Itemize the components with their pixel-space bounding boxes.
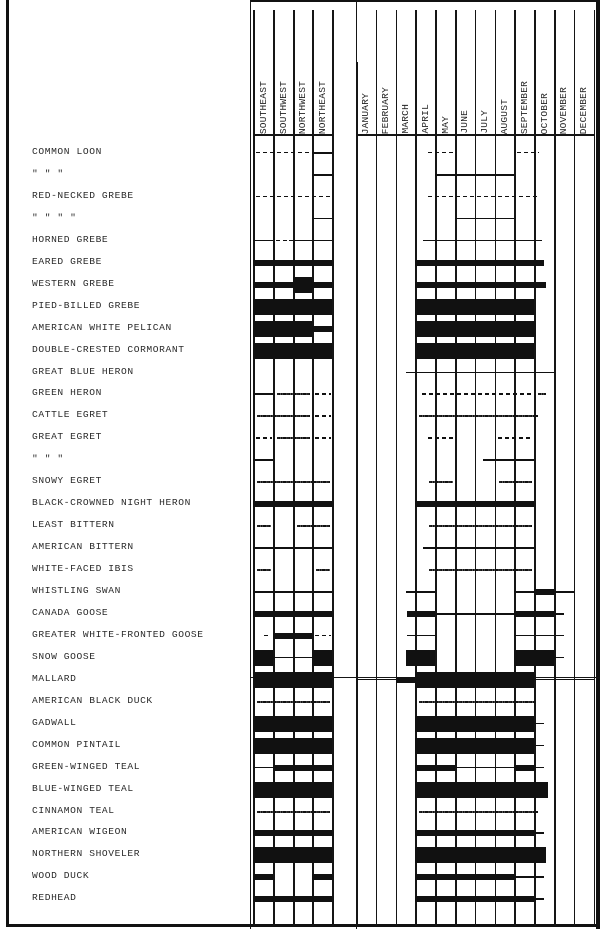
abundant-bar — [415, 847, 546, 863]
abundant-bar — [312, 650, 332, 666]
species-label: GREAT BLUE HERON — [32, 365, 134, 377]
rare-dash — [315, 415, 331, 416]
common-bar — [273, 633, 312, 639]
rare-dash — [256, 196, 331, 197]
common-bar — [415, 896, 534, 902]
abundant-bar — [253, 650, 273, 666]
month-header-label: JUNE — [459, 110, 471, 134]
frame-bottom-border — [6, 924, 600, 927]
common-bar — [407, 611, 435, 617]
region-column-line — [332, 10, 334, 926]
common-bar — [253, 874, 273, 880]
month-header — [435, 10, 455, 134]
abundant-bar — [415, 716, 534, 732]
abundant-bar — [253, 321, 312, 337]
species-label: " " " " — [32, 211, 77, 223]
present-line — [435, 174, 514, 176]
present-line — [514, 635, 564, 637]
present-line — [534, 832, 544, 834]
occasional-dots — [419, 415, 538, 417]
common-bar — [415, 501, 534, 507]
present-line — [406, 372, 555, 374]
month-header-label: JANUARY — [360, 92, 372, 134]
species-label: " " " — [32, 167, 64, 179]
month-header — [495, 10, 515, 134]
month-header-label: MAY — [439, 116, 451, 134]
abundant-bar — [253, 299, 332, 315]
common-bar — [253, 611, 332, 617]
frame-right-border — [596, 0, 600, 929]
species-label: CANADA GOOSE — [32, 606, 109, 618]
species-label: REDHEAD — [32, 892, 77, 904]
species-label: MALLARD — [32, 672, 77, 684]
species-label: NORTHERN SHOVELER — [32, 848, 141, 860]
month-header — [514, 10, 534, 134]
month-header-label: DECEMBER — [578, 86, 590, 134]
species-label: WHITE-FACED IBIS — [32, 563, 134, 575]
rare-dash — [422, 393, 533, 394]
common-bar — [415, 830, 534, 836]
month-header — [455, 10, 475, 134]
present-line — [554, 657, 564, 659]
present-line — [534, 767, 544, 769]
abundant-bar — [253, 738, 332, 754]
month-column-line — [376, 10, 378, 926]
month-header — [415, 10, 435, 134]
abundant-bar — [415, 321, 536, 337]
present-line — [253, 767, 273, 769]
occasional-dots — [257, 569, 271, 571]
month-column-line — [396, 10, 398, 926]
occasional-dots — [297, 525, 330, 527]
present-line — [253, 547, 332, 549]
frame-top-border — [250, 0, 600, 2]
occasional-dots — [257, 525, 271, 527]
common-bar — [253, 896, 332, 902]
abundant-bar — [406, 650, 436, 666]
month-header-label: SEPTEMBER — [518, 80, 530, 134]
species-label: CINNAMON TEAL — [32, 804, 115, 816]
occasional-dots — [499, 481, 533, 483]
species-label: COMMON PINTAIL — [32, 738, 122, 750]
month-header — [376, 10, 396, 134]
present-line — [455, 218, 514, 220]
species-label: EARED GREBE — [32, 255, 102, 267]
species-label: CATTLE EGRET — [32, 409, 109, 421]
species-label: AMERICAN WHITE PELICAN — [32, 321, 172, 333]
rare-dash — [498, 437, 534, 438]
present-line — [455, 767, 514, 769]
region-header — [273, 10, 293, 134]
occasional-dots — [419, 701, 536, 703]
present-line — [253, 591, 332, 593]
region-header-bottom — [253, 134, 332, 136]
present-line — [435, 613, 514, 615]
month-header-label: NOVEMBER — [558, 86, 570, 134]
occasional-dots — [316, 569, 330, 571]
present-line — [312, 218, 332, 220]
rare-dash — [264, 635, 268, 636]
species-label: AMERICAN BITTERN — [32, 541, 134, 553]
month-header-label: FEBRUARY — [380, 86, 392, 134]
common-bar — [312, 326, 332, 332]
month-header-label: AUGUST — [498, 98, 510, 134]
species-label: SNOWY EGRET — [32, 475, 102, 487]
rare-dash — [428, 437, 454, 438]
abundant-bar — [415, 672, 534, 688]
present-line — [273, 657, 312, 659]
region-header-label: SOUTHEAST — [257, 80, 269, 134]
spacer-column-line — [356, 0, 357, 929]
present-line — [289, 240, 332, 242]
species-label: WESTERN GREBE — [32, 277, 115, 289]
frame-left-border — [6, 0, 9, 926]
common-bar — [514, 765, 534, 771]
common-bar — [415, 765, 455, 771]
present-line — [554, 591, 574, 593]
rare-dash — [315, 437, 331, 438]
common-bar — [253, 501, 332, 507]
common-bar — [396, 677, 416, 683]
species-label: LEAST BITTERN — [32, 519, 115, 531]
rare-dash — [315, 393, 331, 394]
month-header-label: APRIL — [419, 104, 431, 134]
occasional-dots — [429, 525, 532, 527]
occasional-dots — [277, 393, 310, 395]
abundant-bar — [415, 299, 534, 315]
label-column-divider — [250, 0, 251, 929]
common-bar — [312, 282, 332, 288]
occasional-dots — [538, 393, 546, 395]
common-bar — [253, 260, 332, 266]
month-header — [554, 10, 574, 134]
present-line — [554, 613, 564, 615]
common-bar — [415, 260, 544, 266]
rare-dash — [428, 152, 454, 153]
common-bar — [415, 874, 514, 880]
common-bar — [514, 611, 554, 617]
present-line — [514, 876, 544, 878]
present-line — [514, 591, 534, 593]
species-label: WOOD DUCK — [32, 870, 90, 882]
abundant-bar — [253, 343, 332, 359]
month-header-label: MARCH — [399, 104, 411, 134]
common-bar — [273, 765, 332, 771]
common-bar — [253, 830, 332, 836]
present-line — [483, 459, 534, 461]
rare-dash — [256, 152, 311, 153]
month-header-label: JULY — [479, 110, 491, 134]
present-line — [312, 152, 332, 154]
present-line — [312, 174, 332, 176]
species-label: COMMON LOON — [32, 146, 102, 157]
species-label: GREATER WHITE-FRONTED GOOSE — [32, 628, 204, 640]
rare-dash — [517, 152, 539, 153]
month-column-line — [594, 10, 596, 926]
occasional-dots — [419, 811, 538, 813]
month-column-line — [554, 10, 556, 926]
abundant-bar — [293, 277, 312, 293]
occasional-dots — [429, 481, 453, 483]
occasional-dots — [257, 811, 330, 813]
region-header-label: NORTHWEST — [297, 80, 308, 134]
present-line — [423, 547, 534, 549]
month-header-bottom — [356, 134, 594, 136]
month-header — [475, 10, 495, 134]
common-bar — [312, 874, 332, 880]
rare-dash — [428, 196, 537, 197]
abundant-bar — [514, 650, 554, 666]
species-label: DOUBLE-CRESTED CORMORANT — [32, 343, 185, 355]
present-line — [534, 898, 544, 900]
species-label: RED-NECKED GREBE — [32, 189, 134, 201]
abundant-bar — [253, 847, 332, 863]
present-line — [406, 591, 436, 593]
present-line — [253, 393, 273, 395]
region-header-label: SOUTHWEST — [277, 80, 289, 134]
month-header-label: OCTOBER — [538, 92, 550, 134]
species-label: PIED-BILLED GREBE — [32, 299, 141, 311]
month-header — [356, 10, 376, 134]
rare-dash — [256, 437, 272, 438]
abundant-bar — [415, 343, 534, 359]
occasional-dots — [429, 569, 532, 571]
abundant-bar — [415, 738, 534, 754]
species-label: GADWALL — [32, 716, 77, 728]
region-header — [312, 10, 332, 134]
species-label: BLUE-WINGED TEAL — [32, 782, 134, 794]
species-label: HORNED GREBE — [32, 233, 109, 245]
month-column-line — [574, 10, 576, 926]
common-bar — [534, 589, 554, 595]
occasional-dots — [257, 701, 330, 703]
present-line — [534, 723, 544, 725]
month-header — [574, 10, 594, 134]
region-header — [253, 10, 273, 134]
region-header-label: NORTHEAST — [316, 80, 328, 134]
species-label: AMERICAN BLACK DUCK — [32, 694, 153, 706]
species-label: BLACK-CROWNED NIGHT HERON — [32, 497, 191, 509]
rare-dash — [276, 240, 288, 241]
abundant-bar — [253, 672, 332, 688]
species-label: GREAT EGRET — [32, 431, 102, 443]
present-line — [253, 459, 273, 461]
common-bar — [415, 282, 546, 288]
common-bar — [253, 282, 293, 288]
abundant-bar — [415, 782, 548, 798]
present-line — [253, 240, 273, 242]
rare-dash — [315, 635, 331, 636]
species-label: SNOW GOOSE — [32, 650, 96, 662]
month-header — [396, 10, 416, 134]
species-label: WHISTLING SWAN — [32, 585, 122, 596]
abundant-bar — [253, 782, 332, 798]
present-line — [534, 745, 544, 747]
species-label: GREEN HERON — [32, 387, 102, 399]
month-header — [534, 10, 554, 134]
species-label: AMERICAN WIGEON — [32, 826, 128, 838]
species-label: " " " — [32, 453, 64, 465]
occasional-dots — [257, 415, 310, 417]
occasional-dots — [257, 481, 330, 483]
occasional-dots — [277, 437, 310, 439]
region-header — [293, 10, 312, 134]
present-line — [423, 240, 542, 242]
present-line — [407, 635, 435, 637]
species-label: GREEN-WINGED TEAL — [32, 760, 141, 772]
abundant-bar — [253, 716, 332, 732]
